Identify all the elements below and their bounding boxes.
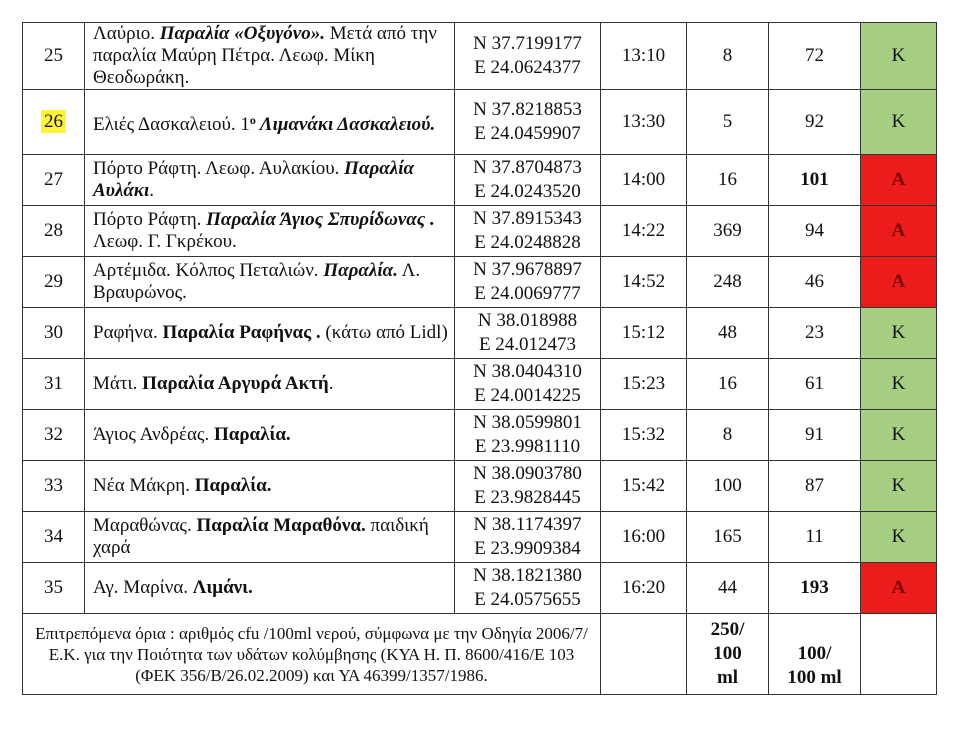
table-row (23, 206, 937, 257)
longitude: E 23.9828445 (474, 487, 581, 508)
description-fragment: Ραφήνα. (93, 322, 163, 343)
sample-time: 15:32 (601, 410, 687, 461)
description-fragment: Πόρτο Ράφτη. (93, 209, 207, 230)
location-description (85, 308, 455, 359)
coordinates (455, 23, 601, 90)
footer-empty-cell (601, 614, 687, 695)
row-number (23, 257, 85, 308)
coordinates (455, 90, 601, 155)
coordinates (455, 461, 601, 512)
row-number-text: 26 (41, 110, 66, 133)
description-fragment: Παραλία Μαραθόνα. (196, 515, 366, 536)
latitude: N 37.8704873 (473, 157, 582, 178)
row-number (23, 512, 85, 563)
row-number-text: 27 (44, 169, 63, 190)
row-number-text: 28 (44, 220, 63, 241)
table-row (23, 512, 937, 563)
sample-time: 14:22 (601, 206, 687, 257)
longitude: E 24.0459907 (474, 123, 581, 144)
location-description (85, 563, 455, 614)
sample-time: 15:42 (601, 461, 687, 512)
row-number (23, 563, 85, 614)
latitude: N 38.0404310 (473, 361, 582, 382)
quality-grade: A (861, 206, 937, 257)
description-fragment: Παραλία Αυλάκι (93, 158, 414, 201)
table-row (23, 308, 937, 359)
limit-enterococci-line-1: 100/ (797, 643, 832, 664)
row-number (23, 90, 85, 155)
limit-enterococci (769, 614, 861, 695)
latitude: N 38.018988 (477, 310, 578, 331)
row-number-text: 35 (44, 577, 63, 598)
row-number-text: 33 (44, 475, 63, 496)
description-fragment: Παραλία. (213, 424, 291, 445)
location-description (85, 359, 455, 410)
row-number-text: 30 (44, 322, 63, 343)
longitude: E 24.012473 (478, 334, 577, 355)
description-fragment: Λιμανάκι Δασκαλειού. (255, 113, 436, 135)
latitude: N 37.8915343 (473, 208, 582, 229)
row-number-text: 29 (44, 271, 63, 292)
location-description (85, 512, 455, 563)
sample-time: 13:10 (601, 23, 687, 90)
row-number (23, 155, 85, 206)
enterococci-value: 46 (769, 257, 861, 308)
description-fragment: . (149, 180, 155, 201)
description-fragment: Λεωφ. Γ. Γκρέκου. (93, 231, 237, 252)
description-fragment: Λαύριο. (93, 23, 160, 44)
longitude: E 24.0624377 (474, 57, 581, 78)
quality-grade: A (861, 257, 937, 308)
description-fragment: παιδική χαρά (93, 515, 429, 558)
description-fragment: Πόρτο Ράφτη. Λεωφ. Αυλακίου. (93, 158, 345, 179)
latitude: N 37.8218853 (473, 99, 582, 120)
sample-time: 13:30 (601, 90, 687, 155)
quality-grade: K (861, 90, 937, 155)
description-fragment: Μετά από την παραλία Μαύρη Πέτρα. Λεωφ. Μίκη Θεοδωράκη. (93, 23, 437, 88)
location-description (85, 257, 455, 308)
description-fragment: Λ. Βραυρώνος. (93, 260, 421, 303)
description-fragment: Ελιές Δασκαλειού. 1 (93, 113, 250, 135)
ecoli-value: 5 (687, 90, 769, 155)
location-description (85, 23, 455, 90)
enterococci-value: 11 (769, 512, 861, 563)
enterococci-value: 61 (769, 359, 861, 410)
ecoli-value: 44 (687, 563, 769, 614)
latitude: N 38.0903780 (473, 463, 582, 484)
limit-ecoli-line-1: 250/ (710, 619, 745, 640)
row-number-text: 25 (44, 45, 63, 66)
quality-grade: K (861, 461, 937, 512)
quality-grade: A (861, 155, 937, 206)
table-row (23, 257, 937, 308)
limit-ecoli-line-2: 100 (713, 643, 742, 664)
ecoli-value: 16 (687, 359, 769, 410)
enterococci-value: 91 (769, 410, 861, 461)
table-row (23, 563, 937, 614)
ecoli-value: 369 (687, 206, 769, 257)
enterococci-value: 72 (769, 23, 861, 90)
coordinates (455, 155, 601, 206)
sample-time: 16:00 (601, 512, 687, 563)
longitude: E 24.0069777 (474, 283, 581, 304)
footer-grade-empty-cell (861, 614, 937, 695)
water-quality-table (22, 22, 937, 695)
description-fragment: ο (249, 112, 256, 127)
row-number-text: 31 (44, 373, 63, 394)
longitude: E 24.0248828 (474, 232, 581, 253)
longitude: E 23.9909384 (474, 538, 581, 559)
row-number (23, 461, 85, 512)
footer-row (23, 614, 937, 695)
location-description (85, 206, 455, 257)
row-number-text: 34 (44, 526, 63, 547)
description-fragment: Νέα Μάκρη. (93, 475, 195, 496)
ecoli-value: 165 (687, 512, 769, 563)
row-number (23, 308, 85, 359)
ecoli-value: 16 (687, 155, 769, 206)
limits-footnote: Επιτρεπόμενα όρια : αριθμός cfu /100ml νερού, σύμφωνα με την Οδηγία 2006/7/Ε.Κ. για την Ποιότητα των υδάτων κολύμβησης (ΚΥΑ Η. Π. 8600/416/Ε 103 (ΦΕΚ 356/Β/26.02.2009) και ΥΑ 46399/1357/1986. (23, 614, 601, 695)
latitude: N 38.1821380 (473, 565, 582, 586)
quality-grade: K (861, 359, 937, 410)
longitude: E 24.0014225 (474, 385, 581, 406)
description-fragment: Παραλία. (323, 260, 398, 281)
coordinates (455, 410, 601, 461)
enterococci-value: 193 (769, 563, 861, 614)
sample-time: 14:00 (601, 155, 687, 206)
sample-time: 16:20 (601, 563, 687, 614)
enterococci-value: 92 (769, 90, 861, 155)
limit-enterococci-line-2: 100 ml (787, 667, 842, 688)
table-row (23, 359, 937, 410)
quality-grade: K (861, 512, 937, 563)
description-fragment: Μάτι. (93, 373, 143, 394)
table-row (23, 90, 937, 155)
description-fragment: Παραλία. (194, 475, 272, 496)
quality-grade: K (861, 23, 937, 90)
location-description (85, 461, 455, 512)
sample-time: 15:23 (601, 359, 687, 410)
ecoli-value: 100 (687, 461, 769, 512)
table-row (23, 461, 937, 512)
coordinates (455, 257, 601, 308)
description-fragment: Παραλία Ραφήνας . (162, 322, 321, 343)
row-number-text: 32 (44, 424, 63, 445)
table-row (23, 155, 937, 206)
description-fragment: Άγιος Ανδρέας. (93, 424, 214, 445)
coordinates (455, 359, 601, 410)
ecoli-value: 8 (687, 410, 769, 461)
table-body (23, 23, 937, 695)
latitude: N 38.1174397 (473, 514, 582, 535)
ecoli-value: 8 (687, 23, 769, 90)
enterococci-value: 94 (769, 206, 861, 257)
ecoli-value: 48 (687, 308, 769, 359)
location-description (85, 410, 455, 461)
row-number (23, 206, 85, 257)
description-fragment: Μαραθώνας. (93, 515, 197, 536)
latitude: N 37.9678897 (473, 259, 582, 280)
longitude: E 24.0243520 (474, 181, 581, 202)
description-fragment: Παραλία Αργυρά Ακτή (142, 373, 329, 394)
description-fragment: Λιμάνι. (192, 577, 253, 598)
quality-grade: A (861, 563, 937, 614)
description-fragment: (κάτω από Lidl) (320, 322, 448, 343)
row-number (23, 359, 85, 410)
sample-time: 14:52 (601, 257, 687, 308)
latitude: N 38.0599801 (473, 412, 582, 433)
quality-grade: K (861, 410, 937, 461)
enterococci-value: 87 (769, 461, 861, 512)
limit-ecoli (687, 614, 769, 695)
description-fragment: . (328, 373, 334, 394)
location-description (85, 155, 455, 206)
row-number (23, 410, 85, 461)
quality-grade: K (861, 308, 937, 359)
coordinates (455, 206, 601, 257)
row-number (23, 23, 85, 90)
latitude: N 37.7199177 (473, 33, 582, 54)
sample-time: 15:12 (601, 308, 687, 359)
coordinates (455, 563, 601, 614)
description-fragment: Αρτέμιδα. Κόλπος Πεταλιών. (93, 260, 324, 281)
table-row (23, 410, 937, 461)
description-fragment: Αγ. Μαρίνα. (93, 577, 193, 598)
description-fragment: Παραλία «Οξυγόνο». (159, 23, 325, 44)
location-description (85, 90, 455, 155)
coordinates (455, 512, 601, 563)
table-row (23, 23, 937, 90)
coordinates (455, 308, 601, 359)
longitude: E 24.0575655 (474, 589, 581, 610)
ecoli-value: 248 (687, 257, 769, 308)
enterococci-value: 23 (769, 308, 861, 359)
description-fragment: Παραλία Άγιος Σπυρίδωνας . (206, 209, 435, 230)
enterococci-value: 101 (769, 155, 861, 206)
longitude: E 23.9981110 (474, 436, 581, 457)
limit-ecoli-line-3: ml (716, 667, 739, 688)
